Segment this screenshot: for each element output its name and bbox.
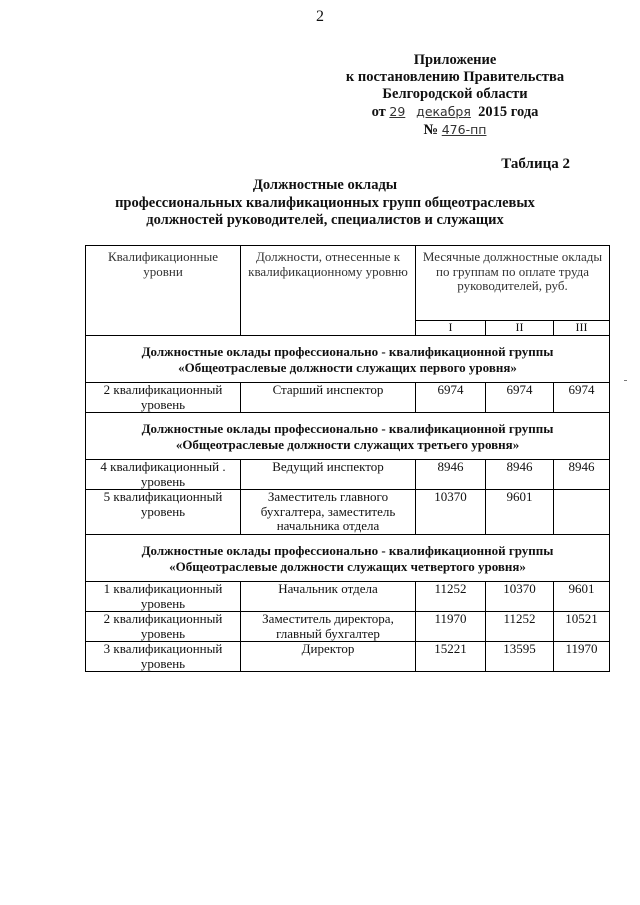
cell-salary-2: 13595 [486,642,554,672]
document-title [60,177,590,230]
cell-salary-2: 8946 [486,460,554,490]
number-value: 476-пп [441,122,487,137]
header-positions: Должности, отнесенные к квалификационному уровню [241,246,416,336]
table-header-row [86,246,610,321]
section-title-line2: «Общеотраслевые должности служащих первого уровня» [178,360,517,375]
section-title-row [86,535,610,582]
cell-level: 4 квалификационный . уровень [86,460,241,490]
cell-salary-3: 8946 [554,460,610,490]
cell-position: Заместитель главного бухгалтера, заместитель начальника отдела [241,490,416,535]
table-label: Таблица 2 [501,156,570,172]
table-row [86,642,610,672]
scan-speck [624,380,627,381]
salary-table [85,245,610,672]
cell-position: Заместитель директора, главный бухгалтер [241,612,416,642]
header-salaries: Месячные должностные оклады по группам по оплате труда руководителей, руб. [416,246,610,321]
cell-salary-3: 6974 [554,383,610,413]
cell-salary-1: 6974 [416,383,486,413]
header-levels: Квалификационные уровни [86,246,241,336]
cell-position: Начальник отдела [241,582,416,612]
header-group-2: II [486,321,554,336]
title-line2: профессиональных квалификационных групп общеотраслевых [115,194,535,211]
number-prefix: № [423,122,439,138]
appendix-line1: Приложение [413,52,497,68]
cell-salary-3 [554,490,610,535]
appendix-line3: Белгородской области [382,86,528,102]
section-title-line1: Должностные оклады профессионально - квалификационной группы [141,344,554,359]
section-title-line2: «Общеотраслевые должности служащих четвертого уровня» [169,559,526,574]
date-month: декабря [416,104,471,119]
cell-salary-3: 10521 [554,612,610,642]
cell-salary-2: 10370 [486,582,554,612]
date-prefix: от [371,104,386,120]
appendix-block [330,52,580,139]
cell-level: 3 квалификационный уровень [86,642,241,672]
section-title [86,413,610,460]
cell-level: 2 квалификационный уровень [86,383,241,413]
header-group-1: I [416,321,486,336]
section-title-line1: Должностные оклады профессионально - квалификационной группы [141,543,554,558]
table-row [86,582,610,612]
cell-position: Старший инспектор [241,383,416,413]
cell-salary-2: 9601 [486,490,554,535]
section-title-row [86,336,610,383]
title-line3: должностей руководителей, специалистов и служащих [146,212,504,228]
cell-salary-1: 15221 [416,642,486,672]
section-title-line2: «Общеотраслевые должности служащих третьего уровня» [175,437,520,452]
cell-level: 2 квалификационный уровень [86,612,241,642]
date-day: 29 [389,104,406,119]
cell-salary-3: 11970 [554,642,610,672]
cell-salary-1: 11252 [416,582,486,612]
cell-salary-3: 9601 [554,582,610,612]
table-row [86,490,610,535]
section-title [86,535,610,582]
cell-salary-1: 8946 [416,460,486,490]
cell-level: 1 квалификационный уровень [86,582,241,612]
table-row [86,612,610,642]
title-line1: Должностные оклады [252,177,398,193]
table-row [86,383,610,413]
section-title-line1: Должностные оклады профессионально - квалификационной группы [141,421,554,436]
table-row [86,460,610,490]
appendix-date [330,103,580,121]
appendix-number [330,121,580,139]
cell-salary-2: 6974 [486,383,554,413]
cell-position: Ведущий инспектор [241,460,416,490]
cell-position: Директор [241,642,416,672]
header-group-3: III [554,321,610,336]
cell-salary-1: 11970 [416,612,486,642]
cell-level: 5 квалификационный уровень [86,490,241,535]
appendix-line2: к постановлению Правительства [345,69,565,85]
page-number: 2 [316,8,324,25]
cell-salary-1: 10370 [416,490,486,535]
cell-salary-2: 11252 [486,612,554,642]
section-title [86,336,610,383]
section-title-row [86,413,610,460]
date-year: 2015 года [478,104,539,120]
